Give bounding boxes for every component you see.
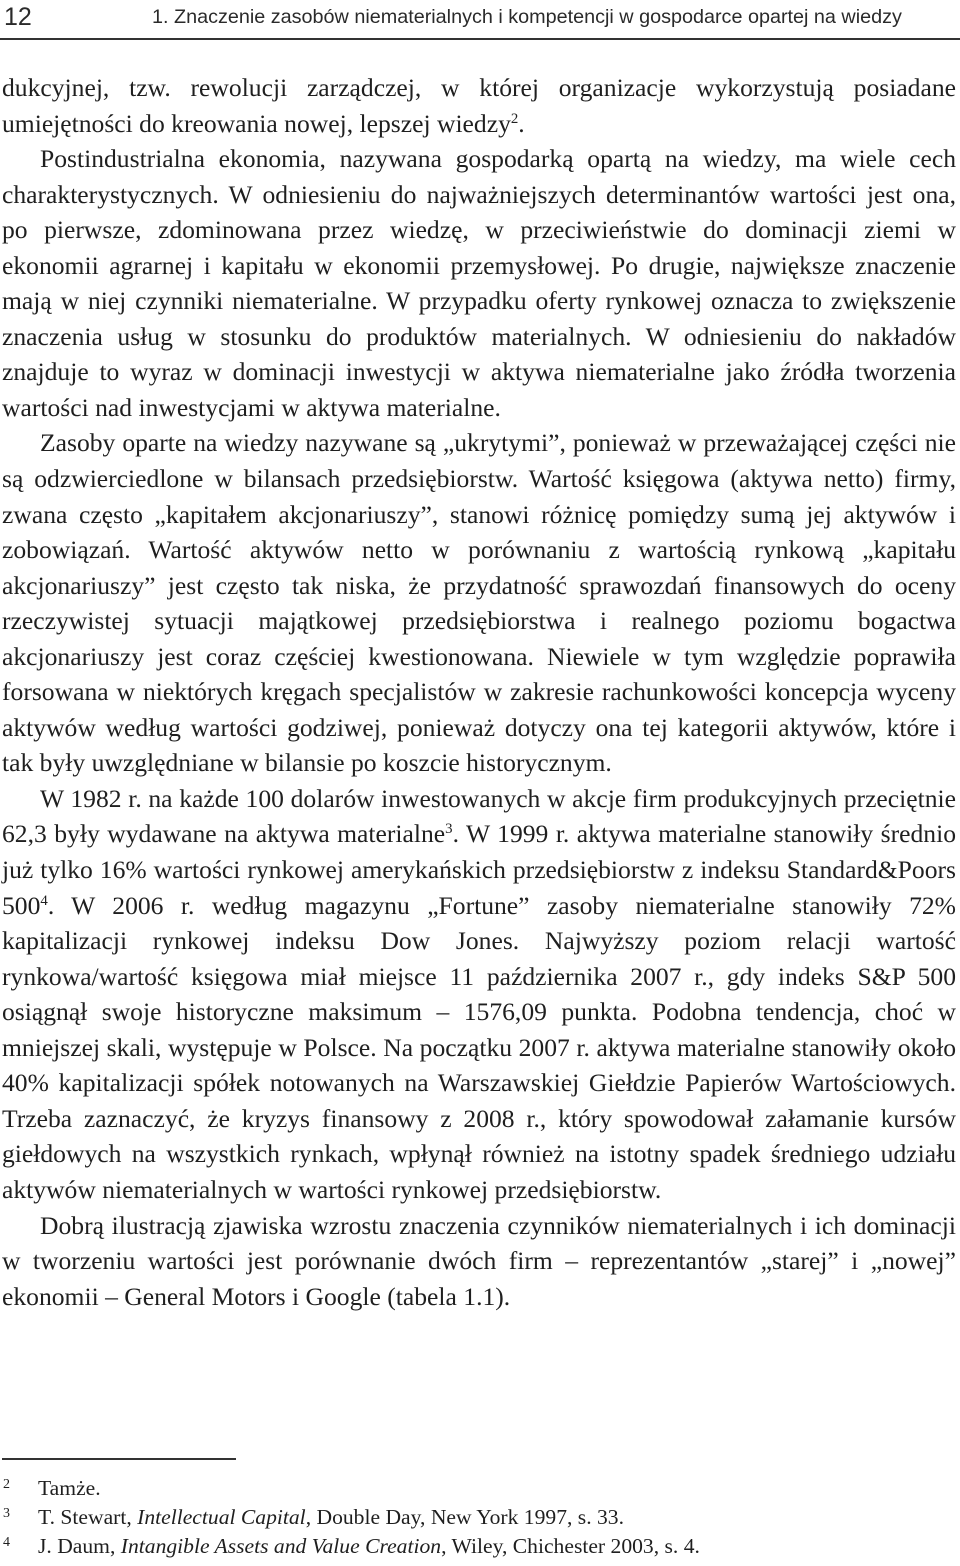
footnote-book-title: Intellectual Capital xyxy=(137,1505,306,1529)
footnote-ref-3[interactable]: 3 xyxy=(445,821,453,838)
footnote-number: 4 xyxy=(3,1535,10,1550)
footnote-text: Tamże. xyxy=(38,1476,101,1500)
footnote-ref-2[interactable]: 2 xyxy=(510,110,519,127)
footnote-publication: , Double Day, New York 1997, s. 33. xyxy=(305,1505,624,1529)
page-header xyxy=(0,0,960,42)
paragraph-4 xyxy=(2,781,956,1208)
paragraph-4-text-c: . W 2006 r. według magazynu „Fortune” zasoby niematerialne stanowiły 72% kapitalizacji rynkowej indeksu Dow Jones. Najwyższy poziom relacji wartość rynkowa/wartość księgowa miał miejsce 11 października 2007 r., gdy indeks S&P 500 osiągnął swoje historyczne maksimum – 1576,09 punkta. Podobna tendencja, choć w mniejszej skali, występuje w Polsce. Na początku 2007 r. aktywa materialne stanowiły około 40% kapitalizacji spółek notowanych na Warszawskiej Giełdzie Papierów Wartościowych. Trzeba zaznaczyć, że kryzys finansowy z 2008 r., który spowodował załamanie kursów giełdowych na wszystkich rynkach, wpłynął również na istotny spadek średniego udziału aktywów niematerialnych w wartości rynkowej przedsiębiorstw. xyxy=(2,890,956,1204)
paragraph-1 xyxy=(2,70,956,141)
footnote-ref-4[interactable]: 4 xyxy=(40,892,48,909)
footnote-author: J. Daum, xyxy=(38,1534,121,1558)
paragraph-3: Zasoby oparte na wiedzy nazywane są „ukrytymi”, ponieważ w przeważającej części nie są odzwierciedlone w bilansach przedsiębiorstw. Wartość księgowa (aktywa netto) firmy, zwana często „kapitałem akcjonariuszy”, stanowi różnicę pomiędzy sumą jej aktywów i zobowiązań. Wartość aktywów netto w porównaniu z wartością rynkową „kapitału akcjonariuszy” jest często tak niska, że przydatność sprawozdań finansowych do oceny rzeczywistej sytuacji majątkowej przedsiębiorstwa i realnego poziomu bogactwa akcjonariuszy jest coraz częściej kwestionowana. Niewiele w tym względzie poprawiła forsowana w niektórych kręgach specjalistów w zakresie rachunkowości koncepcja wyceny aktywów według wartości godziwej, ponieważ dotyczy ona tej kategorii aktywów, które i tak były uwzględniane w bilansie po koszcie historycznym. xyxy=(2,428,956,778)
paragraph-5: Dobrą ilustracją zjawiska wzrostu znaczenia czynników niematerialnych i ich dominacji w tworzeniu wartości jest porównanie dwóch firm – reprezentantów „starej” i „nowej” ekonomii – General Motors i Google (tabela 1.1). xyxy=(2,1210,956,1311)
paragraph-1-text: dukcyjnej, tzw. rewolucji zarządczej, w której organizacje wykorzystują posiadane umiejętności do kreowania nowej, lepszej wiedzy xyxy=(2,73,956,138)
running-head: 1. Znaczenie zasobów niematerialnych i kompetencji w gospodarce opartej na wiedzy xyxy=(152,6,902,28)
footnote-2 xyxy=(0,1474,960,1503)
page-number: 12 xyxy=(4,3,32,31)
paragraph-1-text-end: . xyxy=(518,108,525,138)
footnote-3 xyxy=(0,1503,960,1532)
header-rule xyxy=(0,38,960,40)
footnote-author: T. Stewart, xyxy=(38,1505,138,1529)
paragraph-4-text-b: . W 1999 r. aktywa materialne stanowiły średnio już tylko 16% wartości rynkowej amerykańskich przedsiębiorstw z indeksu Standard&Poors 500 xyxy=(2,819,956,920)
paragraph-2: Postindustrialna ekonomia, nazywana gospodarką opartą na wiedzy, ma wiele cech charakterystycznych. W odniesieniu do najważniejszych determinantów wartości jest ona, po pierwsze, zdominowana przez wiedzę, w przeciwieństwie do dominacji ziemi w ekonomii agrarnej i kapitału w ekonomii przemysłowej. Po drugie, największe znaczenie mają w niej czynniki niematerialne. W przypadku oferty rynkowej oznacza to zwiększenie znaczenia usług w stosunku do produktów materialnych. W odniesieniu do nakładów znajduje to wyraz w dominacji inwestycji w aktywa niematerialne jako źródła tworzenia wartości nad inwestycjami w aktywa materialne. xyxy=(2,144,956,422)
footnote-4 xyxy=(0,1532,960,1561)
paragraph-4-text-a: W 1982 r. na każde 100 dolarów inwestowanych w akcje firm produkcyjnych przeciętnie 62,3 były wydawane na aktywa materialne xyxy=(2,783,956,849)
footnotes xyxy=(0,1474,960,1561)
body-text xyxy=(2,70,956,1314)
footnote-number: 3 xyxy=(3,1506,10,1521)
footnote-number: 2 xyxy=(3,1477,10,1492)
footnote-text xyxy=(38,1503,624,1532)
footnote-text xyxy=(38,1532,700,1561)
footnote-book-title: Intangible Assets and Value Creation xyxy=(120,1534,442,1558)
footnote-rule xyxy=(2,1458,236,1460)
footnote-publication: , Wiley, Chichester 2003, s. 4. xyxy=(441,1534,700,1558)
